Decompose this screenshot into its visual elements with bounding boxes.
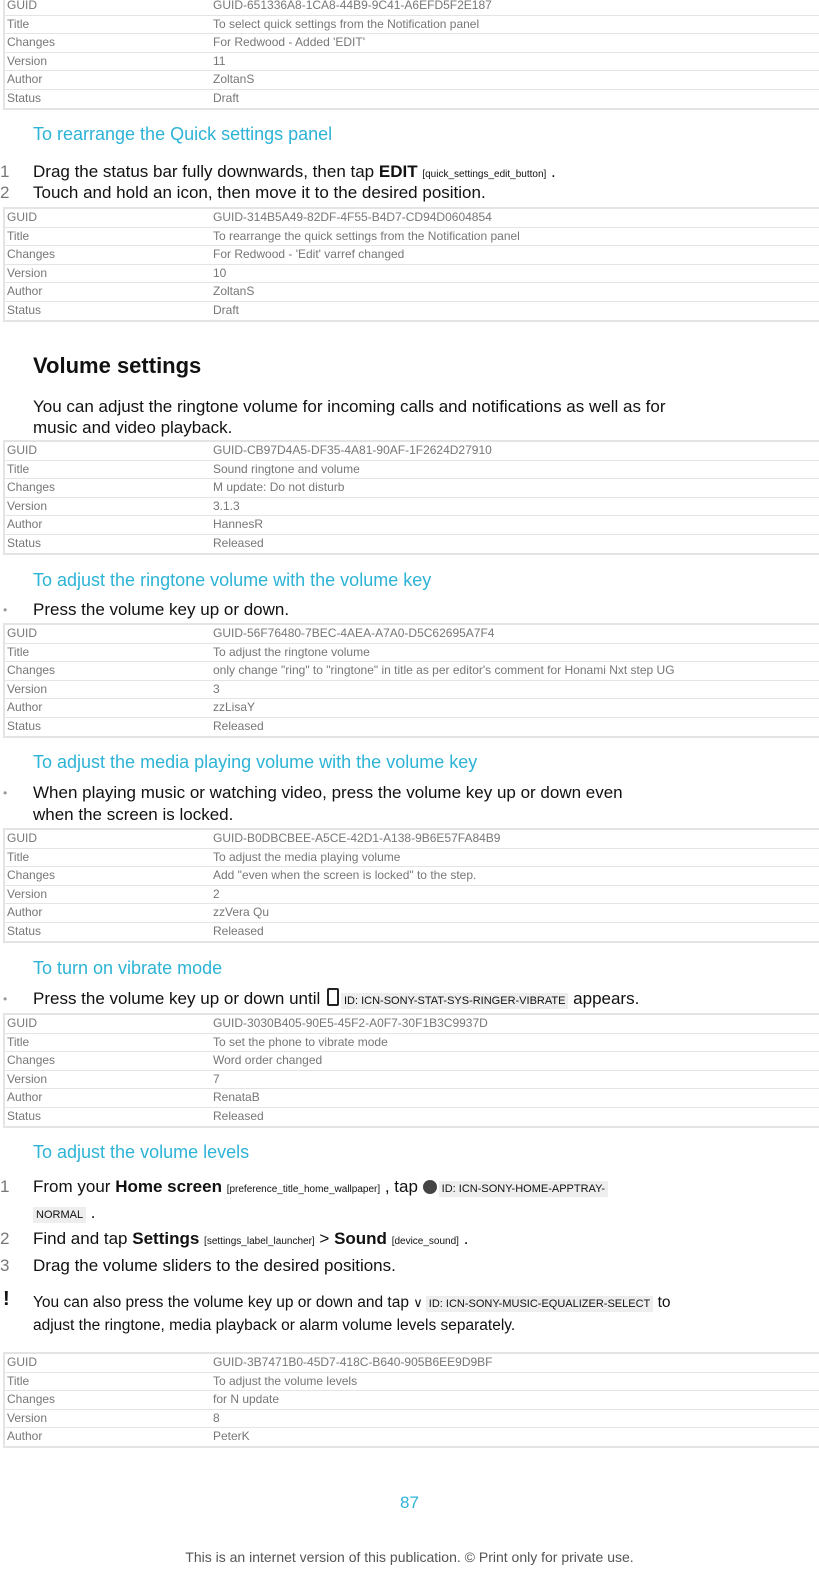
row-label: Title xyxy=(7,461,30,476)
row-label: Author xyxy=(7,1429,43,1444)
step-number: 2 xyxy=(0,183,10,202)
row-label: Status xyxy=(7,90,42,105)
row-label: Changes xyxy=(7,663,56,678)
note-text: You can also press the volume key up or down and tap xyxy=(33,1294,414,1311)
metadata-table xyxy=(3,0,819,110)
row-label: Author xyxy=(7,700,43,715)
row-label: GUID xyxy=(7,443,37,457)
table-row xyxy=(5,1428,819,1446)
row-value: Add "even when the screen is locked" to the step. xyxy=(213,868,477,883)
app-tray-icon xyxy=(423,1180,437,1194)
table-row xyxy=(5,849,819,868)
metadata-table xyxy=(3,623,819,738)
step-text: Touch and hold an icon, then move it to the desired position. xyxy=(33,183,486,202)
row-label: GUID xyxy=(7,210,37,224)
row-value: For Redwood - Added 'EDIT' xyxy=(213,35,365,50)
row-label: GUID xyxy=(7,831,37,845)
row-label: Version xyxy=(7,498,48,513)
row-value: To adjust the volume levels xyxy=(213,1373,358,1388)
row-value: RenataB xyxy=(213,1090,260,1105)
metadata-table xyxy=(3,1352,819,1448)
icon-id-tag: ID: ICN-SONY-HOME-APPTRAY- xyxy=(439,1181,608,1197)
table-row xyxy=(5,681,819,700)
row-value: Sound ringtone and volume xyxy=(213,461,360,476)
step-text: Drag the status bar fully downwards, then tap xyxy=(33,162,379,181)
row-value: GUID-3B7471B0-45D7-418C-B640-905B6EE9D9BF xyxy=(213,1355,493,1369)
row-value: To adjust the media playing volume xyxy=(213,849,401,864)
row-value: For Redwood - 'Edit' varref changed xyxy=(213,247,405,262)
row-label: Version xyxy=(7,886,48,901)
metadata-table xyxy=(3,1013,819,1128)
row-label: Title xyxy=(7,849,30,864)
row-label: GUID xyxy=(7,1016,37,1030)
section-heading: To adjust the volume levels xyxy=(33,1142,250,1162)
icon-id-tag: ID: ICN-SONY-STAT-SYS-RINGER-VIBRATE xyxy=(341,993,568,1009)
vibrate-icon xyxy=(327,988,339,1006)
table-row xyxy=(5,1034,819,1053)
paragraph-line: music and video playback. xyxy=(33,418,233,437)
row-value: zzLisaY xyxy=(213,700,256,715)
bullet: • xyxy=(3,992,8,1006)
table-row xyxy=(5,535,819,553)
row-label: Changes xyxy=(7,1053,56,1068)
table-row xyxy=(5,644,819,663)
row-label: Title xyxy=(7,16,30,31)
table-row xyxy=(5,1373,819,1392)
table-row xyxy=(5,442,819,461)
table-row xyxy=(5,90,819,108)
row-label: GUID xyxy=(7,626,37,640)
var-ref: [settings_label_launcher] xyxy=(204,1236,315,1247)
row-value: 8 xyxy=(213,1410,220,1425)
step-text: Find and tap xyxy=(33,1229,133,1248)
ui-term: Sound xyxy=(334,1229,387,1248)
row-label: Status xyxy=(7,718,42,733)
table-row xyxy=(5,718,819,736)
row-label: Author xyxy=(7,905,43,920)
table-row xyxy=(5,904,819,923)
var-ref: [quick_settings_edit_button] xyxy=(422,169,547,180)
row-value: ZoltanS xyxy=(213,284,255,299)
row-label: Title xyxy=(7,1373,30,1388)
row-value: 2 xyxy=(213,886,220,901)
metadata-table xyxy=(3,440,819,555)
step-text: , tap xyxy=(380,1177,423,1196)
row-label: Status xyxy=(7,535,42,550)
metadata-table xyxy=(3,828,819,943)
note-text: adjust the ringtone, media playback or alarm volume levels separately. xyxy=(33,1317,516,1334)
row-value: GUID-B0DBCBEE-A5CE-42D1-A138-9B6E57FA84B9 xyxy=(213,831,501,845)
row-label: Status xyxy=(7,1108,42,1123)
row-value: 11 xyxy=(213,53,226,68)
table-row xyxy=(5,1391,819,1410)
row-value: for N update xyxy=(213,1392,280,1407)
table-row xyxy=(5,265,819,284)
table-row xyxy=(5,1071,819,1090)
row-label: Title xyxy=(7,644,30,659)
section-title: Volume settings xyxy=(33,353,202,378)
table-row xyxy=(5,1089,819,1108)
row-label: Title xyxy=(7,1034,30,1049)
table-row xyxy=(5,34,819,53)
table-row xyxy=(5,302,819,320)
table-row xyxy=(5,283,819,302)
table-row xyxy=(5,16,819,35)
table-row xyxy=(5,516,819,535)
row-label: Changes xyxy=(7,868,56,883)
table-row xyxy=(5,699,819,718)
row-value: Draft xyxy=(213,90,240,105)
row-label: GUID xyxy=(7,1355,37,1369)
table-row xyxy=(5,1410,819,1429)
metadata-table xyxy=(3,207,819,322)
step-text: > xyxy=(314,1229,335,1248)
bullet-text: when the screen is locked. xyxy=(33,805,234,824)
note-text: to xyxy=(653,1294,671,1311)
table-row xyxy=(5,662,819,681)
table-row xyxy=(5,1108,819,1126)
step-text: Drag the volume sliders to the desired positions. xyxy=(33,1256,396,1275)
bullet: • xyxy=(3,786,8,800)
page-number: 87 xyxy=(400,1493,419,1512)
punct: . xyxy=(86,1203,96,1222)
table-row xyxy=(5,830,819,849)
table-row xyxy=(5,71,819,90)
row-label: Author xyxy=(7,1090,43,1105)
bullet-text: Press the volume key up or down until xyxy=(33,989,325,1008)
row-value: GUID-CB97D4A5-DF35-4A81-90AF-1F2624D27910 xyxy=(213,443,492,457)
icon-id-tag: NORMAL xyxy=(33,1207,86,1223)
ui-term: EDIT xyxy=(378,162,418,181)
step-number: 1 xyxy=(0,162,10,181)
footer-notice: This is an internet version of this publication. © Print only for private use. xyxy=(185,1549,634,1565)
step-number: 3 xyxy=(0,1256,10,1275)
icon-id-tag: ID: ICN-SONY-MUSIC-EQUALIZER-SELECT xyxy=(426,1296,653,1312)
punct: . xyxy=(546,162,556,181)
row-value: To rearrange the quick settings from the Notification panel xyxy=(213,228,520,243)
row-label: Status xyxy=(7,302,42,317)
row-value: Word order changed xyxy=(213,1053,323,1068)
ui-term: Home screen xyxy=(115,1177,222,1196)
table-row xyxy=(5,923,819,941)
row-label: GUID xyxy=(7,0,37,12)
table-row xyxy=(5,209,819,228)
table-row xyxy=(5,1015,819,1034)
row-label: Version xyxy=(7,265,48,280)
row-label: Author xyxy=(7,284,43,299)
row-value: ZoltanS xyxy=(213,72,255,87)
ui-term: Settings xyxy=(132,1229,200,1248)
var-ref: [device_sound] xyxy=(391,1236,459,1247)
var-ref: [preference_title_home_wallpaper] xyxy=(226,1184,381,1195)
bullet-text: appears. xyxy=(568,989,640,1008)
row-label: Status xyxy=(7,923,42,938)
row-value: Draft xyxy=(213,302,240,317)
section-heading: To adjust the media playing volume with the volume key xyxy=(33,752,478,772)
row-value: 3.1.3 xyxy=(213,498,240,513)
row-value: GUID-3030B405-90E5-45F2-A0F7-30F1B3C9937D xyxy=(213,1016,488,1030)
table-row xyxy=(5,53,819,72)
table-row xyxy=(5,246,819,265)
table-row xyxy=(5,498,819,517)
bullet-text: Press the volume key up or down. xyxy=(33,600,290,619)
row-value: Released xyxy=(213,1108,264,1123)
table-row xyxy=(5,0,819,16)
row-value: GUID-314B5A49-82DF-4F55-B4D7-CD94D0604854 xyxy=(213,210,492,224)
row-value: GUID-56F76480-7BEC-4AEA-A7A0-D5C62695A7F4 xyxy=(213,626,495,640)
table-row xyxy=(5,228,819,247)
row-label: Version xyxy=(7,1410,48,1425)
table-row xyxy=(5,479,819,498)
row-label: Title xyxy=(7,228,30,243)
section-heading: To turn on vibrate mode xyxy=(33,958,223,978)
row-value: 3 xyxy=(213,681,220,696)
row-value: To set the phone to vibrate mode xyxy=(213,1034,388,1049)
row-label: Changes xyxy=(7,247,56,262)
row-value: 7 xyxy=(213,1071,220,1086)
row-label: Version xyxy=(7,1071,48,1086)
table-row xyxy=(5,461,819,480)
table-row xyxy=(5,625,819,644)
row-value: Released xyxy=(213,718,264,733)
row-label: Changes xyxy=(7,1392,56,1407)
section-heading: To adjust the ringtone volume with the volume key xyxy=(33,570,432,590)
table-row xyxy=(5,886,819,905)
step-number: 2 xyxy=(0,1229,10,1248)
row-value: Released xyxy=(213,535,264,550)
row-value: M update: Do not disturb xyxy=(213,480,345,495)
row-value: To adjust the ringtone volume xyxy=(213,644,370,659)
bullet: • xyxy=(3,603,8,617)
table-row xyxy=(5,867,819,886)
row-value: Released xyxy=(213,923,264,938)
row-label: Changes xyxy=(7,35,56,50)
table-row xyxy=(5,1052,819,1071)
section-heading: To rearrange the Quick settings panel xyxy=(33,124,333,144)
equalizer-select-icon: ∨ xyxy=(413,1295,423,1310)
row-label: Changes xyxy=(7,480,56,495)
row-value: GUID-651336A8-1CA8-44B9-9C41-A6EFD5F2E187 xyxy=(213,0,492,12)
step-text: From your xyxy=(33,1177,116,1196)
row-value: PeterK xyxy=(213,1429,250,1444)
row-value: 10 xyxy=(213,265,227,280)
row-label: Version xyxy=(7,53,48,68)
row-label: Version xyxy=(7,681,48,696)
punct: . xyxy=(458,1229,469,1248)
row-value: HannesR xyxy=(213,517,264,532)
bullet-text: When playing music or watching video, press the volume key up or down even xyxy=(33,783,623,802)
row-label: Author xyxy=(7,517,43,532)
row-value: zzVera Qu xyxy=(213,905,270,920)
note-exclamation-icon: ! xyxy=(3,1288,10,1310)
step-number: 1 xyxy=(0,1177,10,1196)
table-row xyxy=(5,1354,819,1373)
row-label: Author xyxy=(7,72,43,87)
row-value: To select quick settings from the Notification panel xyxy=(213,16,480,31)
row-value: only change "ring" to "ringtone" in title as per editor's comment for Honami Nxt step UG xyxy=(213,663,675,678)
paragraph-line: You can adjust the ringtone volume for incoming calls and notifications as well as for xyxy=(33,397,666,416)
